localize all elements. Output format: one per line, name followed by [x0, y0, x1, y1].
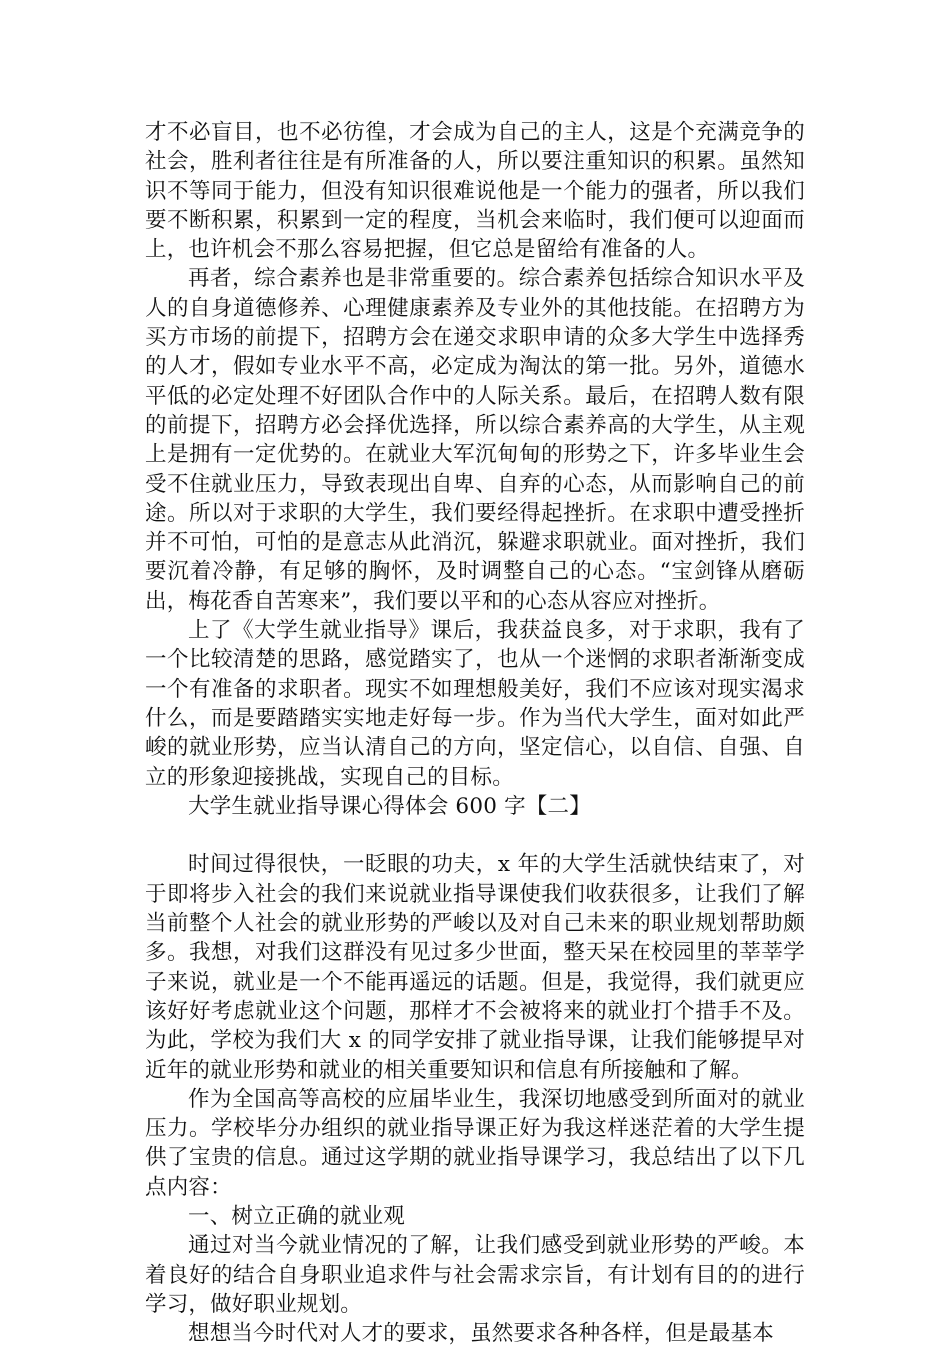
paragraph-knowledge: 才不必盲目，也不必彷徨，才会成为自己的主人，这是个充满竞争的社会，胜利者往往是有所准备的人，所以要注重知识的积累。虽然知识不等同于能力，但没有知识很难说他是一个能力的强者，所以我们要不断积累，积累到一定的程度，当机会来临时，我们便可以迎面而上，也许机会不那么容易把握，但它总是留给有准备的人。	[145, 120, 805, 263]
paragraph-employment-situation: 通过对当今就业情况的了解，让我们感受到就业形势的严峻。本着良好的结合自身职业追求件与社会需求宗旨，有计划有目的的进行学习，做好职业规划。	[145, 1233, 805, 1317]
document-page	[145, 118, 805, 1348]
paragraph-course-reflection: 上了《大学生就业指导》课后，我获益良多，对于求职，我有了一个比较清楚的思路，感觉踏实了，也从一个迷惘的求职者渐渐变成一个有准备的求职者。现实不如理想般美好，我们不应该对现实渴求什么，而是要踏踏实实地走好每一步。作为当代大学生，面对如此严峻的就业形势，应当认清自己的方向，坚定信心，以自信、自强、自立的形象迎接挑战，实现自己的目标。	[145, 618, 805, 790]
section-heading-part-two: 大学生就业指导课心得体会 600 字【二】	[188, 793, 591, 819]
paragraph-time-flies: 时间过得很快，一眨眼的功夫，x 年的大学生活就快结束了，对于即将步入社会的我们来说就业指导课使我们收获很多，让我们了解当前整个人社会的就业形势的严峻以及对自己未来的职业规划帮助颇多。我想，对我们这群没有见过多少世面，整天呆在校园里的莘莘学子来说，就业是一个不能再遥远的话题。但是，我觉得，我们就更应该好好考虑就业这个问题，那样才不会被将来的就业打个措手不及。为此，学校为我们大 x 的同学安排了就业指导课，让我们能够提早对近年的就业形势和就业的相关重要知识和信息有所接触和了解。	[145, 852, 805, 1083]
paragraph-talent-requirements: 想想当今时代对人才的要求，虽然要求各种各样，但是最基本	[188, 1321, 774, 1347]
blank-line	[145, 821, 805, 850]
subheading-employment-view: 一、树立正确的就业观	[188, 1203, 406, 1229]
paragraph-comprehensive-quality: 再者，综合素养也是非常重要的。综合素养包括综合知识水平及人的自身道德修养、心理健康素养及专业外的其他技能。在招聘方为买方市场的前提下，招聘方会在递交求职申请的众多大学生中选择秀的人才，假如专业水平不高，必定成为淘汰的第一批。另外，道德水平低的必定处理不好团队合作中的人际关系。最后，在招聘人数有限的前提下，招聘方必会择优选择，所以综合素养高的大学生，从主观上是拥有一定优势的。在就业大军沉甸甸的形势之下，许多毕业生会受不住就业压力，导致表现出自卑、自弃的心态，从而影响自己的前途。所以对于求职的大学生，我们要经得起挫折。在求职中遭受挫折并不可怕，可怕的是意志从此消沉，躲避求职就业。面对挫折，我们要沉着冷静，有足够的胸怀，及时调整自己的心态。“宝剑锋从磨砺出，梅花香自苦寒来”，我们要以平和的心态从容应对挫折。	[145, 266, 805, 614]
paragraph-graduate-pressure: 作为全国高等高校的应届毕业生，我深切地感受到所面对的就业压力。学校毕分办组织的就业指导课正好为我这样迷茫着的大学生提供了宝贵的信息。通过这学期的就业指导课学习，我总结出了以下几点内容：	[145, 1086, 805, 1200]
